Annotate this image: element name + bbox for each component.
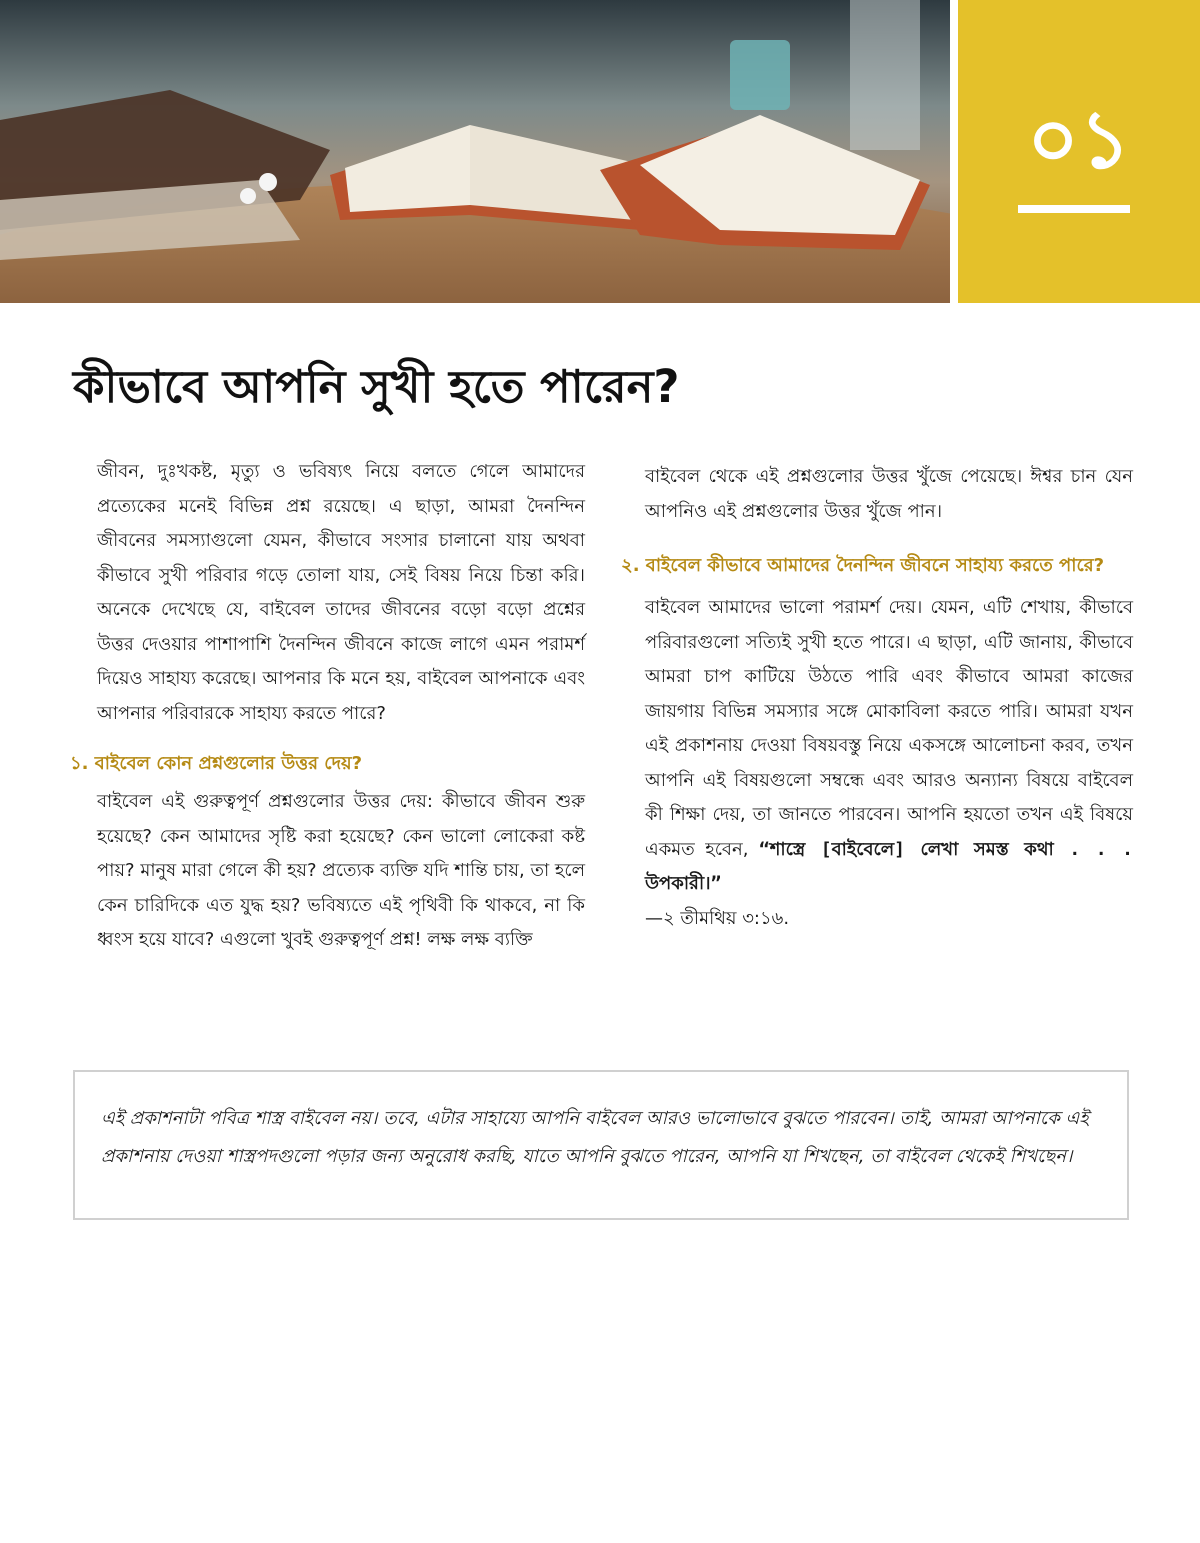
right-column: [621, 460, 1133, 936]
lesson-number: ০১: [1027, 93, 1131, 186]
question-2-text: বাইবেল আমাদের ভালো পরামর্শ দেয়। যেমন, এটি শেখায়, কীভাবে পরিবারগুলো সত্যিই সুখী হতে পারে। এ ছাড়া, এটি জানায়, কীভাবে আমরা চাপ কাটিয়ে উঠতে পারি এবং কীভাবে আমরা কাজের জায়গায় বিভিন্ন সমস্যার সঙ্গে মোকাবিলা করতে পারি। আমরা যখন এই প্রকাশনায় দেওয়া বিষয়বস্তু নিয়ে একসঙ্গে আলোচনা করব, তখন আপনি এই বিষয়গুলো সম্বন্ধে এবং আরও অন্যান্য বিষয়ে বাইবেল কী শিক্ষা দেয়, তা জানতে পারবেন। আপনি হয়তো তখন এই বিষয়ে একমত হবেন,: [645, 597, 1133, 860]
open-bible-illustration: [0, 0, 950, 303]
badge-underline: [1018, 205, 1130, 213]
question-1-body: বাইবেল এই গুরুত্বপূর্ণ প্রশ্নগুলোর উত্তর দেয়: কীভাবে জীবন শুরু হয়েছে? কেন আমাদের সৃষ্টি করা হয়েছে? কেন ভালো লোকেরা কষ্ট পায়? মানুষ মারা গেলে কী হয়? প্রত্যেক ব্যক্তি যদি শান্তি চায়, তা হলে কেন চারিদিকে এত যুদ্ধ হয়? ভবিষ্যতে এই পৃথিবী কি থাকবে, না কি ধ্বংস হয়ে যাবে? এগুলো খুবই গুরুত্বপূর্ণ প্রশ্ন! লক্ষ লক্ষ ব্যক্তি: [97, 791, 585, 950]
question-2-heading: ২. বাইবেল কীভাবে আমাদের দৈনন্দিন জীবনে সাহায্য করতে পারে?: [621, 555, 1105, 576]
scripture-citation: —২ তীমথিয় ৩:১৬.: [645, 907, 790, 929]
disclaimer-text: এই প্রকাশনাটা পবিত্র শাস্ত্র বাইবেল নয়। তবে, এটার সাহায্যে আপনি বাইবেল আরও ভালোভাবে বুঝতে পারবেন। তাই, আমরা আপনাকে এই প্রকাশনায় দেওয়া শাস্ত্রপদগুলো পড়ার জন্য অনুরোধ করছি, যাতে আপনি বুঝতে পারেন, আপনি যা শিখছেন, তা বাইবেল থেকেই শিখছেন।: [101, 1108, 1089, 1167]
page-title: কীভাবে আপনি সুখী হতে পারেন?: [73, 360, 680, 413]
disclaimer-note-box: [73, 1070, 1129, 1220]
question-1-heading: ১. বাইবেল কোন প্রশ্নগুলোর উত্তর দেয়?: [70, 753, 363, 774]
scripture-quote: “শাস্ত্রে [বাইবেলে] লেখা সমস্ত কথা . . . উপকারী।”: [645, 838, 1133, 894]
left-column: [70, 455, 585, 958]
hero-image: [0, 0, 950, 303]
lesson-number-badge: [958, 0, 1200, 303]
question-2-body: [645, 591, 1133, 936]
continuation-paragraph: বাইবেল থেকে এই প্রশ্নগুলোর উত্তর খুঁজে পেয়েছে। ঈশ্বর চান যেন আপনিও এই প্রশ্নগুলোর উত্তর খুঁজে পান।: [645, 466, 1133, 522]
intro-paragraph: জীবন, দুঃখকষ্ট, মৃত্যু ও ভবিষ্যৎ নিয়ে বলতে গেলে আমাদের প্রত্যেকের মনেই বিভিন্ন প্রশ্ন রয়েছে। এ ছাড়া, আমরা দৈনন্দিন জীবনের সমস্যাগুলো যেমন, কীভাবে সংসার চালানো যায় অথবা কীভাবে সুখী পরিবার গড়ে তোলা যায়, সেই বিষয় নিয়ে চিন্তা করি। অনেকে দেখেছে যে, বাইবেল তাদের জীবনের বড়ো বড়ো প্রশ্নের উত্তর দেওয়ার পাশাপাশি দৈনন্দিন জীবনে কাজে লাগে এমন পরামর্শ দিয়েও সাহায্য করেছে। আপনার কি মনে হয়, বাইবেল আপনাকে এবং আপনার পরিবারকে সাহায্য করতে পারে?: [97, 461, 585, 724]
